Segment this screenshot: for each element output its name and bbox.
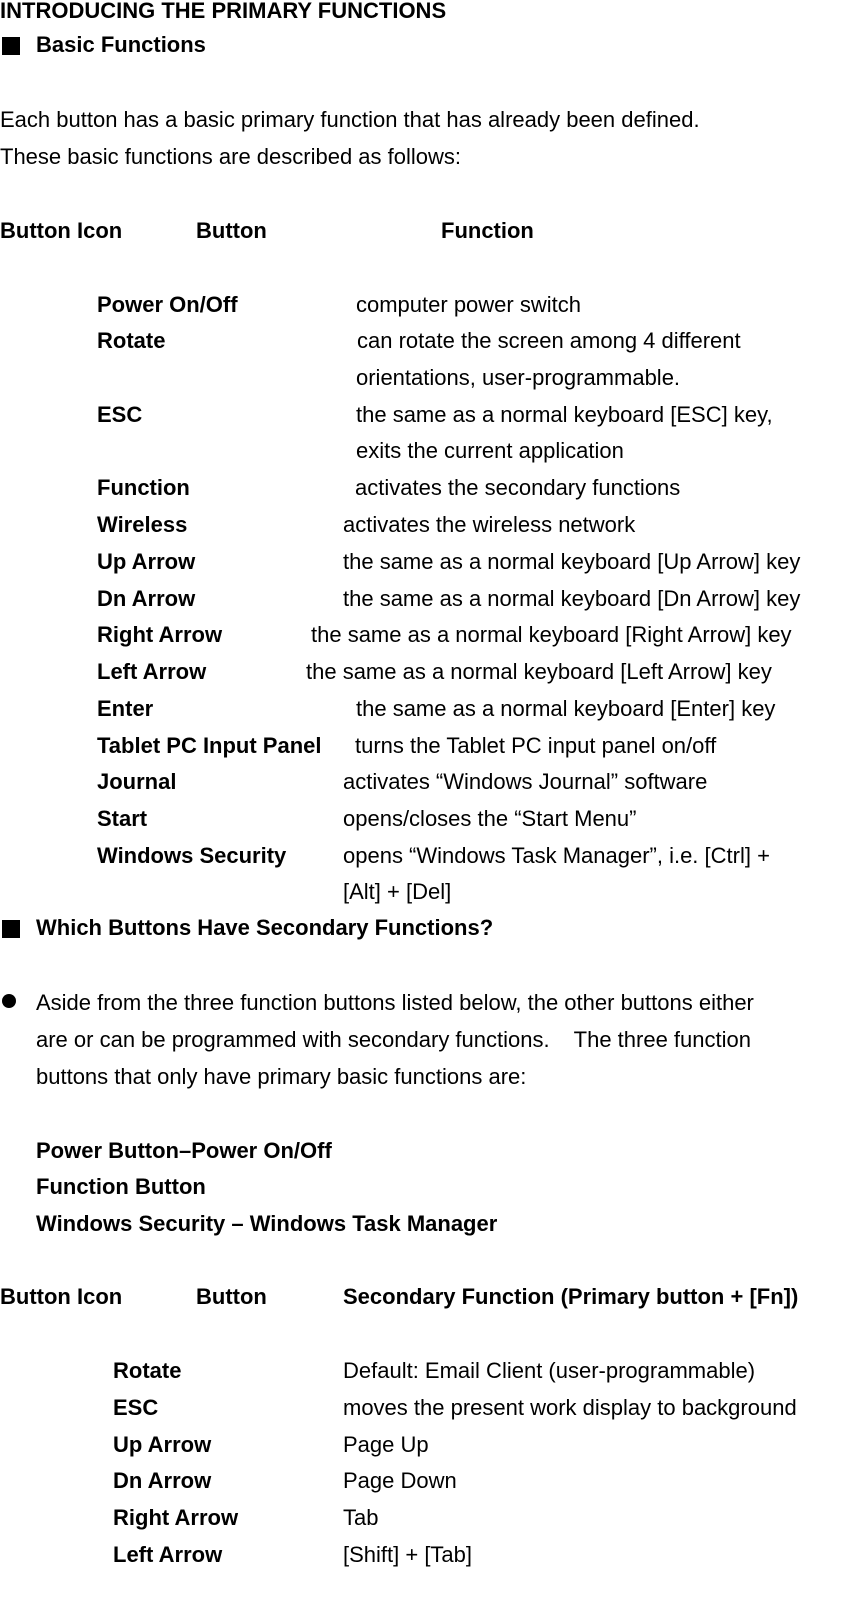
secondary-row-button: Left Arrow bbox=[113, 1542, 223, 1567]
basic-row-function: the same as a normal keyboard [Left Arrow] key bbox=[306, 659, 772, 684]
basic-row-function-cont: orientations, user-programmable. bbox=[356, 365, 681, 390]
basic-row-function: turns the Tablet PC input panel on/off bbox=[355, 733, 717, 758]
basic-row-button: Up Arrow bbox=[97, 549, 196, 574]
secondary-row-function: Page Down bbox=[343, 1468, 457, 1493]
basic-row-button: Start bbox=[97, 806, 148, 831]
secondary-row-function: Default: Email Client (user-programmable) bbox=[343, 1358, 756, 1383]
secondary-col-icon-header: Button Icon bbox=[0, 1284, 123, 1309]
basic-row-button: Windows Security bbox=[97, 843, 287, 868]
basic-row-function-cont: [Alt] + [Del] bbox=[343, 879, 452, 904]
square-bullet-icon bbox=[2, 920, 20, 938]
bullet-text-line-3: buttons that only have primary basic functions are: bbox=[36, 1064, 527, 1089]
basic-row-button: Tablet PC Input Panel bbox=[97, 733, 322, 758]
secondary-row-function: [Shift] + [Tab] bbox=[343, 1542, 473, 1567]
round-bullet-icon bbox=[2, 994, 16, 1008]
primary-only-item: Power Button–Power On/Off bbox=[36, 1138, 332, 1163]
basic-row-button: Journal bbox=[97, 769, 177, 794]
secondary-col-button-header: Button bbox=[196, 1284, 267, 1309]
basic-row-function: activates the wireless network bbox=[343, 512, 636, 537]
basic-row-function: the same as a normal keyboard [Up Arrow] key bbox=[343, 549, 801, 574]
basic-row-function: opens “Windows Task Manager”, i.e. [Ctrl] + bbox=[343, 843, 770, 868]
basic-row-function: activates “Windows Journal” software bbox=[343, 769, 708, 794]
secondary-row-button: Right Arrow bbox=[113, 1505, 239, 1530]
intro-line-2: These basic functions are described as follows: bbox=[0, 144, 462, 169]
secondary-functions-title: Which Buttons Have Secondary Functions? bbox=[36, 915, 494, 940]
secondary-col-function-header: Secondary Function (Primary button + [Fn]) bbox=[343, 1284, 799, 1309]
secondary-row-function: Tab bbox=[343, 1505, 379, 1530]
basic-row-button: Wireless bbox=[97, 512, 188, 537]
basic-row-button: ESC bbox=[97, 402, 143, 427]
secondary-row-button: Dn Arrow bbox=[113, 1468, 212, 1493]
basic-functions-title: Basic Functions bbox=[36, 32, 206, 57]
basic-row-function: the same as a normal keyboard [ESC] key, bbox=[356, 402, 773, 427]
basic-row-button: Left Arrow bbox=[97, 659, 207, 684]
basic-row-button: Enter bbox=[97, 696, 154, 721]
basic-row-button: Rotate bbox=[97, 328, 166, 353]
secondary-row-function: moves the present work display to background bbox=[343, 1395, 797, 1420]
secondary-row-function: Page Up bbox=[343, 1432, 429, 1457]
basic-row-function: activates the secondary functions bbox=[355, 475, 681, 500]
basic-col-button-header: Button bbox=[196, 218, 267, 243]
basic-row-button: Dn Arrow bbox=[97, 586, 196, 611]
secondary-row-button: Up Arrow bbox=[113, 1432, 212, 1457]
page-heading: INTRODUCING THE PRIMARY FUNCTIONS bbox=[0, 0, 447, 23]
basic-col-icon-header: Button Icon bbox=[0, 218, 123, 243]
intro-line-1: Each button has a basic primary function that has already been defined. bbox=[0, 107, 700, 132]
secondary-row-button: ESC bbox=[113, 1395, 159, 1420]
secondary-row-button: Rotate bbox=[113, 1358, 182, 1383]
bullet-text-line-2: are or can be programmed with secondary functions. The three function bbox=[36, 1027, 751, 1052]
basic-row-function: computer power switch bbox=[356, 292, 581, 317]
basic-row-function: opens/closes the “Start Menu” bbox=[343, 806, 637, 831]
bullet-text-line-1: Aside from the three function buttons listed below, the other buttons either bbox=[36, 990, 754, 1015]
basic-col-function-header: Function bbox=[441, 218, 534, 243]
basic-row-button: Power On/Off bbox=[97, 292, 238, 317]
basic-row-function: the same as a normal keyboard [Enter] key bbox=[356, 696, 776, 721]
primary-only-item: Windows Security – Windows Task Manager bbox=[36, 1211, 498, 1236]
basic-row-function: the same as a normal keyboard [Right Arrow] key bbox=[311, 622, 792, 647]
basic-row-button: Function bbox=[97, 475, 190, 500]
primary-only-item: Function Button bbox=[36, 1174, 206, 1199]
basic-row-function: can rotate the screen among 4 different bbox=[357, 328, 741, 353]
basic-row-function-cont: exits the current application bbox=[356, 438, 624, 463]
square-bullet-icon bbox=[2, 37, 20, 55]
basic-row-button: Right Arrow bbox=[97, 622, 223, 647]
basic-row-function: the same as a normal keyboard [Dn Arrow] key bbox=[343, 586, 801, 611]
